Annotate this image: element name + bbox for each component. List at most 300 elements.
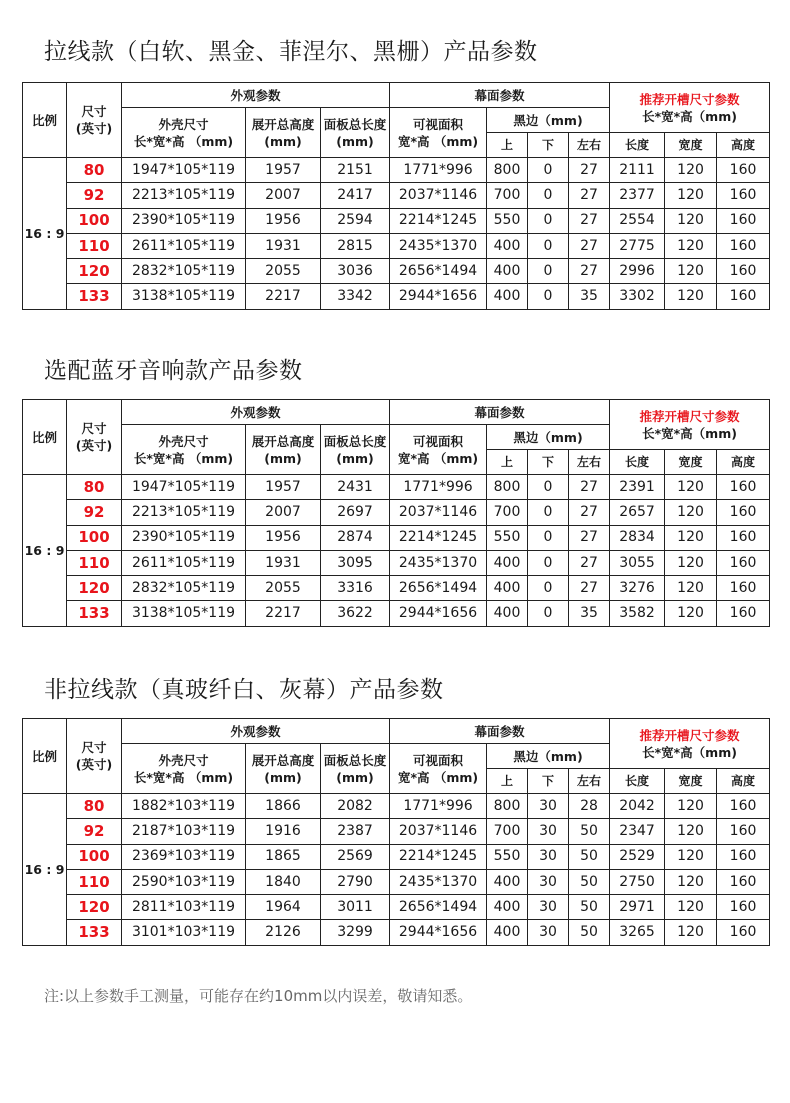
visible-cell [390, 601, 487, 626]
cell-text: 外观参数 [230, 404, 281, 420]
cell-text: 3265 [619, 924, 655, 941]
shell-cell [122, 233, 246, 258]
cell-text: 120 [677, 212, 704, 229]
slot-height-cell [717, 550, 770, 575]
cell-text: 0 [543, 262, 553, 279]
cell-text: 3036 [337, 262, 373, 279]
visible-cell [390, 233, 487, 258]
cell-text: 推荐开槽尺寸参数 [639, 408, 740, 424]
cell-text: 120 [677, 478, 704, 495]
cell-text: 120 [677, 873, 704, 890]
slot-height-cell [717, 500, 770, 525]
cell-text: 0 [543, 529, 553, 546]
cell-text: 27 [580, 503, 598, 520]
table-row [23, 869, 770, 894]
cell-text: 2832*105*119 [131, 579, 236, 596]
header-length [610, 133, 665, 158]
border-leftright-cell [569, 158, 610, 183]
cell-text: 92 [83, 821, 105, 840]
panel-cell [321, 819, 390, 844]
border-leftright-cell [569, 259, 610, 284]
header-screen [390, 719, 610, 744]
border-bottom-cell [528, 284, 569, 309]
border-top-cell [487, 475, 528, 500]
table-row [23, 500, 770, 525]
visible-cell [390, 525, 487, 550]
header-recommend [610, 719, 770, 769]
cell-text: (英寸) [75, 121, 113, 136]
cell-text: 1882*103*119 [131, 797, 236, 814]
panel-cell [321, 601, 390, 626]
cell-text: 面板总长度 [323, 116, 387, 132]
slot-width-cell [665, 500, 717, 525]
panel-cell [321, 794, 390, 819]
spec-table [22, 82, 770, 310]
header-top [487, 450, 528, 475]
slot-length-cell [610, 259, 665, 284]
header-border [487, 425, 610, 450]
cell-text: 长*宽*高 （mm) [133, 450, 234, 466]
border-bottom-cell [528, 601, 569, 626]
cell-text: 16 : 9 [24, 861, 65, 877]
cell-text: 160 [729, 186, 757, 203]
border-top-cell [487, 259, 528, 284]
cell-text: 长度 [625, 137, 650, 152]
cell-text: 3101*103*119 [131, 924, 236, 941]
cell-text: 2431 [337, 478, 373, 495]
table-row [23, 550, 770, 575]
cell-text: 160 [729, 237, 757, 254]
cell-text: 160 [729, 503, 757, 520]
slot-height-cell [717, 475, 770, 500]
cell-text: 外观参数 [230, 87, 281, 103]
slot-width-cell [665, 284, 717, 309]
cell-text: 2971 [619, 898, 655, 915]
unfold-cell [246, 208, 321, 233]
header-bottom [528, 450, 569, 475]
border-bottom-cell [528, 550, 569, 575]
header-length [610, 450, 665, 475]
cell-text: 宽*高 （mm) [397, 133, 479, 149]
size-cell [67, 233, 122, 258]
cell-text: 2435*1370 [398, 237, 478, 254]
cell-text: 3302 [619, 288, 655, 305]
cell-text: 长*宽*高（mm) [642, 425, 737, 441]
cell-text: 1964 [265, 898, 301, 915]
cell-text: 可视面积 [413, 116, 464, 132]
cell-text: 3138*105*119 [131, 288, 236, 305]
cell-text: 400 [493, 605, 521, 622]
cell-text: 2391 [619, 478, 655, 495]
table-row [23, 525, 770, 550]
cell-text: 外壳尺寸 [158, 433, 209, 449]
slot-length-cell [610, 576, 665, 601]
border-bottom-cell [528, 895, 569, 920]
border-leftright-cell [569, 183, 610, 208]
visible-cell [390, 844, 487, 869]
border-leftright-cell [569, 869, 610, 894]
unfold-cell [246, 794, 321, 819]
cell-text: 幕面参数 [474, 404, 525, 420]
cell-text: 幕面参数 [474, 87, 525, 103]
border-top-cell [487, 920, 528, 945]
table-row [23, 794, 770, 819]
slot-width-cell [665, 869, 717, 894]
cell-text: 100 [78, 528, 110, 547]
unfold-cell [246, 819, 321, 844]
header-appearance [122, 83, 390, 108]
visible-cell [390, 920, 487, 945]
border-leftright-cell [569, 576, 610, 601]
header-visible [390, 425, 487, 475]
slot-height-cell [717, 920, 770, 945]
cell-text: 2944*1656 [398, 288, 478, 305]
cell-text: 2037*1146 [398, 503, 478, 520]
cell-text: 0 [543, 554, 553, 571]
header-shell [122, 108, 246, 158]
header-top [487, 133, 528, 158]
cell-text: 35 [580, 605, 598, 622]
spec-table [22, 399, 770, 627]
cell-text: 3095 [337, 554, 373, 571]
shell-cell [122, 208, 246, 233]
cell-text: 0 [543, 212, 553, 229]
cell-text: 黑边（mm) [513, 112, 583, 128]
cell-text: 尺寸 [81, 740, 107, 755]
cell-text: 400 [493, 262, 521, 279]
cell-text: 50 [580, 873, 598, 890]
unfold-cell [246, 601, 321, 626]
slot-width-cell [665, 844, 717, 869]
cell-text: 宽*高 （mm) [397, 450, 479, 466]
cell-text: 比例 [31, 112, 57, 128]
cell-text: 27 [580, 237, 598, 254]
cell-text: 30 [539, 822, 557, 839]
cell-text: 2007 [265, 186, 301, 203]
visible-cell [390, 819, 487, 844]
cell-text: 1771*996 [403, 161, 473, 178]
header-recommend [610, 400, 770, 450]
unfold-cell [246, 284, 321, 309]
cell-text: 160 [729, 579, 757, 596]
size-cell [67, 794, 122, 819]
panel-cell [321, 576, 390, 601]
cell-text: 2417 [337, 186, 373, 203]
slot-width-cell [665, 158, 717, 183]
shell-cell [122, 183, 246, 208]
cell-text: 3342 [337, 288, 373, 305]
cell-text: 2037*1146 [398, 186, 478, 203]
unfold-cell [246, 233, 321, 258]
border-leftright-cell [569, 525, 610, 550]
size-cell [67, 183, 122, 208]
cell-text: 2590*103*119 [131, 873, 236, 890]
cell-text: 2213*105*119 [131, 186, 236, 203]
cell-text: 2387 [337, 822, 373, 839]
border-bottom-cell [528, 259, 569, 284]
table-title: 选配蓝牙音响款产品参数 [44, 358, 303, 384]
table-row [23, 284, 770, 309]
cell-text: 0 [543, 237, 553, 254]
border-leftright-cell [569, 794, 610, 819]
unfold-cell [246, 869, 321, 894]
border-top-cell [487, 158, 528, 183]
cell-text: 0 [543, 161, 553, 178]
table-row [23, 601, 770, 626]
cell-text: 120 [677, 822, 704, 839]
cell-text: 550 [493, 212, 521, 229]
cell-text: 27 [580, 262, 598, 279]
cell-text: 2811*103*119 [131, 898, 236, 915]
cell-text: 左右 [577, 454, 602, 469]
header-unfold [246, 108, 321, 158]
visible-cell [390, 284, 487, 309]
header-size [67, 83, 122, 158]
cell-text: 尺寸 [81, 104, 107, 119]
cell-text: 400 [493, 898, 521, 915]
cell-text: 长*宽*高 （mm) [133, 133, 234, 149]
shell-cell [122, 844, 246, 869]
slot-width-cell [665, 475, 717, 500]
slot-width-cell [665, 895, 717, 920]
border-leftright-cell [569, 550, 610, 575]
cell-text: 160 [729, 288, 757, 305]
unfold-cell [246, 920, 321, 945]
visible-cell [390, 500, 487, 525]
cell-text: 面板总长度 [323, 433, 387, 449]
panel-cell [321, 183, 390, 208]
cell-text: 800 [493, 797, 521, 814]
header-height [717, 133, 770, 158]
cell-text: 2214*1245 [398, 848, 478, 865]
cell-text: 30 [539, 797, 557, 814]
header-bottom [528, 769, 569, 794]
slot-width-cell [665, 525, 717, 550]
slot-height-cell [717, 576, 770, 601]
cell-text: 2996 [619, 262, 655, 279]
table-row [23, 259, 770, 284]
panel-cell [321, 500, 390, 525]
cell-text: 160 [729, 161, 757, 178]
cell-text: 尺寸 [81, 421, 107, 436]
cell-text: 3276 [619, 579, 655, 596]
cell-text: 宽*高 （mm) [397, 769, 479, 785]
border-bottom-cell [528, 920, 569, 945]
cell-text: 高度 [731, 773, 756, 788]
border-bottom-cell [528, 525, 569, 550]
cell-text: 120 [677, 288, 704, 305]
cell-text: 3138*105*119 [131, 605, 236, 622]
cell-text: 160 [729, 797, 757, 814]
cell-text: 400 [493, 924, 521, 941]
cell-text: 30 [539, 848, 557, 865]
slot-length-cell [610, 844, 665, 869]
cell-text: 160 [729, 529, 757, 546]
cell-text: 1771*996 [403, 797, 473, 814]
cell-text: 1865 [265, 848, 301, 865]
cell-text: 2213*105*119 [131, 503, 236, 520]
header-ratio [23, 400, 67, 475]
cell-text: 长*宽*高（mm) [642, 744, 737, 760]
slot-height-cell [717, 525, 770, 550]
cell-text: 160 [729, 554, 757, 571]
cell-text: 160 [729, 478, 757, 495]
header-shell [122, 744, 246, 794]
cell-text: 3622 [337, 605, 373, 622]
cell-text: 下 [542, 454, 555, 469]
cell-text: (mm) [336, 450, 374, 466]
cell-text: 2834 [619, 529, 655, 546]
table-row [23, 920, 770, 945]
border-bottom-cell [528, 869, 569, 894]
border-top-cell [487, 208, 528, 233]
border-bottom-cell [528, 475, 569, 500]
cell-text: 700 [493, 186, 521, 203]
border-top-cell [487, 794, 528, 819]
cell-text: 120 [677, 186, 704, 203]
cell-text: 92 [83, 502, 105, 521]
cell-text: 0 [543, 605, 553, 622]
border-leftright-cell [569, 475, 610, 500]
cell-text: 160 [729, 873, 757, 890]
cell-text: 1947*105*119 [131, 478, 236, 495]
slot-width-cell [665, 576, 717, 601]
slot-height-cell [717, 794, 770, 819]
spec-table [22, 718, 770, 946]
size-cell [67, 259, 122, 284]
cell-text: 1956 [265, 529, 301, 546]
cell-text: 120 [677, 924, 704, 941]
visible-cell [390, 550, 487, 575]
cell-text: 推荐开槽尺寸参数 [639, 91, 740, 107]
cell-text: 120 [677, 554, 704, 571]
cell-text: 400 [493, 579, 521, 596]
panel-cell [321, 844, 390, 869]
cell-text: 2007 [265, 503, 301, 520]
cell-text: 2390*105*119 [131, 529, 236, 546]
cell-text: 700 [493, 503, 521, 520]
slot-width-cell [665, 794, 717, 819]
cell-text: 160 [729, 212, 757, 229]
cell-text: 30 [539, 924, 557, 941]
cell-text: 2347 [619, 822, 655, 839]
size-cell [67, 869, 122, 894]
cell-text: 1931 [265, 237, 301, 254]
cell-text: 550 [493, 848, 521, 865]
size-cell [67, 550, 122, 575]
header-height [717, 450, 770, 475]
table-row [23, 233, 770, 258]
border-bottom-cell [528, 844, 569, 869]
slot-width-cell [665, 208, 717, 233]
cell-text: 1840 [265, 873, 301, 890]
cell-text: 80 [83, 477, 105, 496]
cell-text: 下 [542, 137, 555, 152]
cell-text: 2611*105*119 [131, 237, 236, 254]
shell-cell [122, 525, 246, 550]
cell-text: 2217 [265, 288, 301, 305]
cell-text: 120 [677, 605, 704, 622]
ratio-cell [23, 475, 67, 627]
cell-text: 27 [580, 186, 598, 203]
cell-text: 2217 [265, 605, 301, 622]
cell-text: 1771*996 [403, 478, 473, 495]
header-leftright [569, 133, 610, 158]
cell-text: 120 [78, 897, 110, 916]
header-unfold [246, 425, 321, 475]
slot-height-cell [717, 158, 770, 183]
border-bottom-cell [528, 233, 569, 258]
cell-text: 133 [78, 923, 110, 942]
cell-text: 27 [580, 529, 598, 546]
size-cell [67, 819, 122, 844]
header-visible [390, 744, 487, 794]
cell-text: 0 [543, 288, 553, 305]
cell-text: 120 [677, 848, 704, 865]
cell-text: 120 [677, 579, 704, 596]
header-height [717, 769, 770, 794]
cell-text: 92 [83, 185, 105, 204]
cell-text: 160 [729, 898, 757, 915]
slot-length-cell [610, 525, 665, 550]
cell-text: 133 [78, 287, 110, 306]
slot-length-cell [610, 920, 665, 945]
size-cell [67, 284, 122, 309]
shell-cell [122, 869, 246, 894]
cell-text: 550 [493, 529, 521, 546]
cell-text: 上 [501, 454, 514, 469]
table-title: 拉线款（白软、黑金、菲涅尔、黑栅）产品参数 [44, 39, 538, 65]
table-row [23, 208, 770, 233]
visible-cell [390, 208, 487, 233]
cell-text: 400 [493, 288, 521, 305]
slot-length-cell [610, 183, 665, 208]
cell-text: 2151 [337, 161, 373, 178]
panel-cell [321, 284, 390, 309]
border-top-cell [487, 869, 528, 894]
cell-text: 2214*1245 [398, 212, 478, 229]
border-bottom-cell [528, 208, 569, 233]
panel-cell [321, 259, 390, 284]
panel-cell [321, 895, 390, 920]
cell-text: 100 [78, 847, 110, 866]
cell-text: 0 [543, 478, 553, 495]
cell-text: 长度 [625, 773, 650, 788]
cell-text: 宽度 [678, 773, 703, 788]
cell-text: 2874 [337, 529, 373, 546]
cell-text: 120 [677, 161, 704, 178]
slot-height-cell [717, 601, 770, 626]
cell-text: 外壳尺寸 [158, 752, 209, 768]
slot-width-cell [665, 259, 717, 284]
cell-text: 推荐开槽尺寸参数 [639, 727, 740, 743]
header-width [665, 769, 717, 794]
cell-text: 2569 [337, 848, 373, 865]
cell-text: 2775 [619, 237, 655, 254]
cell-text: 3299 [337, 924, 373, 941]
border-bottom-cell [528, 183, 569, 208]
shell-cell [122, 576, 246, 601]
cell-text: 2594 [337, 212, 373, 229]
shell-cell [122, 158, 246, 183]
slot-length-cell [610, 819, 665, 844]
shell-cell [122, 500, 246, 525]
panel-cell [321, 475, 390, 500]
header-size [67, 719, 122, 794]
border-top-cell [487, 233, 528, 258]
visible-cell [390, 869, 487, 894]
header-visible [390, 108, 487, 158]
